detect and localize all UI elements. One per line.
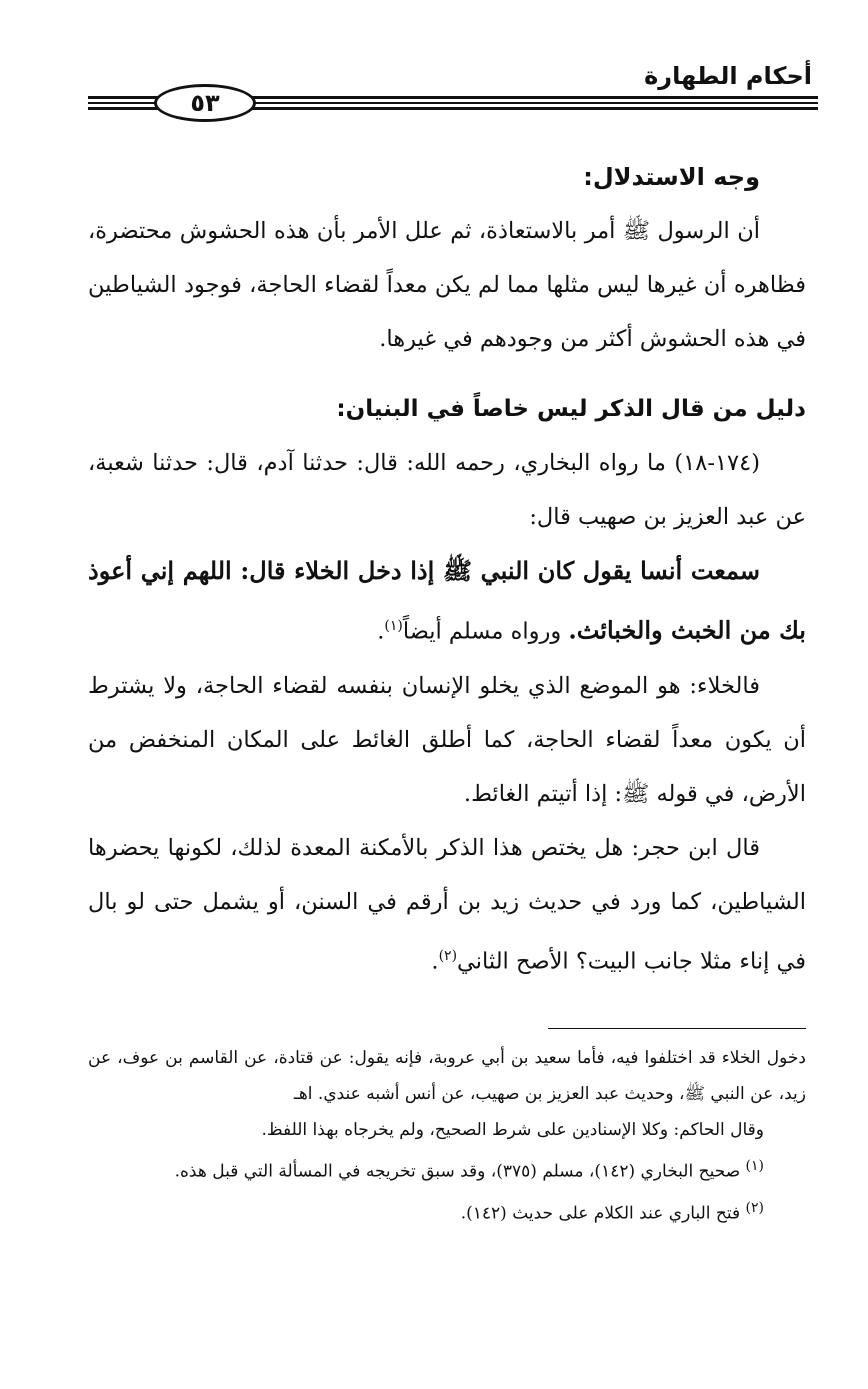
page-header <box>88 62 818 117</box>
paragraph: قال ابن حجر: هل يختص هذا الذكر بالأمكنة المعدة لذلك، لكونها يحضرها الشياطين، كما ورد في حديث زيد بن أرقم في السنن، أو يشمل حتى لو بال في إناء مثلا جانب البيت؟ الأصح الثاني$^{(٢)}$. <box>88 834 806 974</box>
footnote: $^{(٢)}$ فتح الباري عند الكلام على حديث (١٤٢). <box>460 1199 764 1224</box>
section-heading: وجه الاستدلال: <box>583 163 760 191</box>
footnote-number: (١) <box>745 1158 764 1174</box>
paragraph: أن الرسول ﷺ أمر بالاستعاذة، ثم علل الأمر بأن هذه الحشوش محتضرة، فظاهره أن غيرها ليس مثلها مما لم يكن معداً لقضاء الحاجة، فوجود الشياطين في هذه الحشوش أكثر من وجودهم في غيرها. <box>88 218 806 352</box>
hadith-text: سمعت أنسا يقول كان النبي ﷺ إذا دخل الخلاء قال: اللهم إني أعوذ بك من الخبث والخبائث. <box>88 556 806 645</box>
footnote-continuation: وقال الحاكم: وكلا الإسنادين على شرط الصحيح، ولم يخرجاه بهذا اللفظ. <box>261 1120 764 1140</box>
hadith-source: ورواه مسلم أيضاً <box>402 618 569 645</box>
main-text <box>88 150 806 988</box>
hadith-paragraph: سمعت أنسا يقول كان النبي ﷺ إذا دخل الخلاء قال: اللهم إني أعوذ بك من الخبث والخبائث. ورواه مسلم أيضاً$^{(١)}$. <box>88 556 806 645</box>
page-number: ٥٣ <box>154 84 256 122</box>
paragraph: (١٧٤-١٨) ما رواه البخاري، رحمه الله: قال: حدثنا آدم، قال: حدثنا شعبة، عن عبد العزيز بن صهيب قال: <box>88 450 806 530</box>
footnote-ref: (٢) <box>438 947 458 964</box>
footnote-number: (٢) <box>745 1199 764 1216</box>
footnote-continuation: دخول الخلاء قد اختلفوا فيه، فأما سعيد بن أبي عروبة، فإنه يقول: عن قتادة، عن القاسم بن عوف، عن زيد، عن النبي ﷺ، وحديث عبد العزيز بن صهيب، عن أنس أشبه عندي. اهـ <box>88 1048 806 1104</box>
footnote: $^{(١)}$ صحيح البخاري (١٤٢)، مسلم (٣٧٥)، وقد سبق تخريجه في المسألة التي قبل هذه. <box>174 1158 764 1182</box>
footnote-separator <box>548 1028 806 1029</box>
paragraph: فالخلاء: هو الموضع الذي يخلو الإنسان بنفسه لقضاء الحاجة، ولا يشترط أن يكون معداً لقضاء الحاجة، كما أطلق الغائط على المكان المنخفض من الأرض، في قوله ﷺ: إذا أتيتم الغائط. <box>88 672 806 807</box>
footnotes <box>88 1040 806 1231</box>
book-title: أحكام الطهارة <box>644 62 812 90</box>
footnote-ref: (١) <box>384 618 403 634</box>
section-heading: دليل من قال الذكر ليس خاصاً في البنيان: <box>336 396 806 422</box>
